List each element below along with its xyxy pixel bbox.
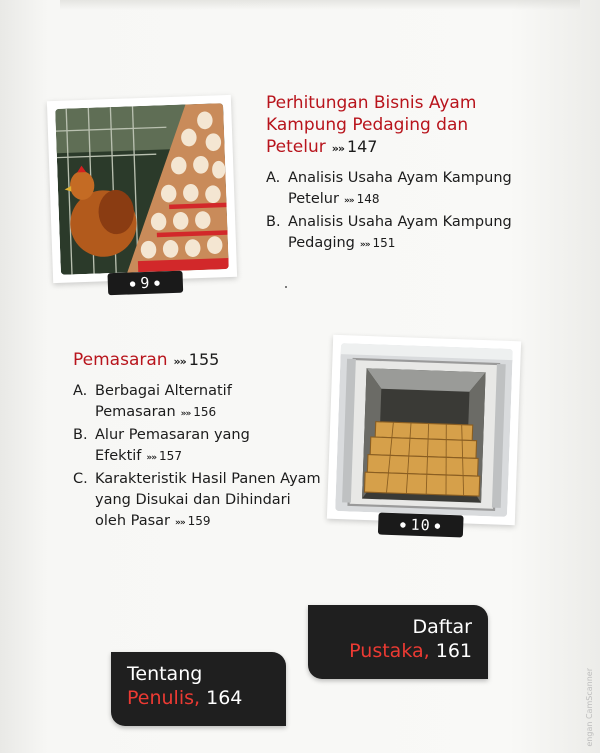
item-letter: B.: [266, 214, 281, 230]
box-line-1: Daftar: [412, 616, 472, 638]
item-page-number: 151: [372, 236, 396, 250]
box-page-number: 161: [435, 640, 472, 662]
chapter-number: 10: [410, 515, 432, 535]
box-line-1: Tentang: [127, 663, 203, 685]
chapter-9-badge: [107, 271, 183, 296]
chapter-10-photo-card: [327, 335, 521, 535]
scanner-watermark: engan CamScanner: [585, 668, 594, 747]
item-page-number: 148: [356, 192, 380, 206]
double-chevron-icon: »»: [359, 240, 370, 250]
chapter-9-photo-card: [47, 95, 237, 293]
bullet-icon: ●: [400, 519, 407, 530]
box-label-red: Pustaka,: [349, 640, 430, 662]
toc-section-pemasaran: [73, 349, 323, 534]
toc-section-perhitungan: [266, 92, 546, 256]
top-ghost-text: [60, 0, 580, 10]
bullet-icon: ●: [434, 520, 442, 532]
chapter-10-badge: [378, 512, 464, 537]
item-text: Alur Pemasaran yang Efektif: [95, 427, 250, 464]
bullet-icon: ●: [129, 278, 137, 289]
double-chevron-icon: »»: [331, 142, 344, 155]
double-chevron-icon: »»: [343, 196, 354, 206]
item-text: Analisis Usaha Ayam Kampung Pedaging: [288, 214, 512, 251]
toc-item[interactable]: [266, 168, 546, 212]
section-page-ref: [332, 137, 378, 156]
toc-item[interactable]: [73, 425, 323, 469]
section-title[interactable]: [266, 92, 546, 160]
daftar-pustaka-box[interactable]: [308, 605, 488, 679]
chickens-eggs-photo: [55, 103, 229, 275]
section-page-number: 155: [188, 350, 220, 369]
tentang-penulis-box[interactable]: [111, 652, 286, 726]
box-label-red: Penulis,: [127, 687, 201, 709]
item-text: Berbagai Alternatif Pemasaran: [95, 383, 232, 420]
item-page-ref: [175, 514, 211, 528]
section-title[interactable]: [73, 349, 323, 373]
item-page-ref: [146, 449, 182, 463]
double-chevron-icon: »»: [175, 518, 185, 528]
section-title-text: Pemasaran: [73, 350, 168, 370]
item-page-number: 159: [187, 514, 211, 528]
box-line-2: [127, 686, 270, 710]
toc-item[interactable]: [73, 381, 323, 425]
double-chevron-icon: »»: [180, 409, 191, 419]
chapter-number: 9: [139, 273, 151, 293]
toc-item[interactable]: [266, 212, 546, 256]
toc-item-list: [266, 168, 546, 256]
item-page-number: 157: [159, 449, 182, 463]
toc-item-list: [73, 381, 323, 534]
section-title-text: Perhitungan Bisnis Ayam Kampung Pedaging dan Petelur: [266, 93, 477, 157]
item-letter: B.: [73, 427, 88, 443]
item-page-ref: [181, 405, 217, 419]
item-page-number: 156: [193, 405, 217, 419]
bullet-icon: ●: [154, 277, 161, 289]
box-page-number: 164: [206, 687, 243, 709]
box-line-2: [324, 639, 472, 663]
section-page-number: 147: [346, 137, 378, 156]
section-page-ref: [174, 350, 220, 369]
truck-crates-photo: [335, 343, 513, 517]
item-letter: C.: [73, 471, 88, 487]
item-page-ref: [344, 192, 380, 206]
double-chevron-icon: »»: [173, 355, 186, 368]
item-letter: A.: [266, 170, 281, 186]
toc-item[interactable]: [73, 469, 323, 534]
double-chevron-icon: »»: [146, 453, 157, 463]
item-text: Karakteristik Hasil Panen Ayam yang Disukai dan Dihindari oleh Pasar: [95, 471, 321, 529]
item-page-ref: [360, 236, 396, 250]
item-letter: A.: [73, 383, 88, 399]
item-text: Analisis Usaha Ayam Kampung Petelur: [288, 170, 512, 207]
stray-dot: [285, 286, 287, 288]
